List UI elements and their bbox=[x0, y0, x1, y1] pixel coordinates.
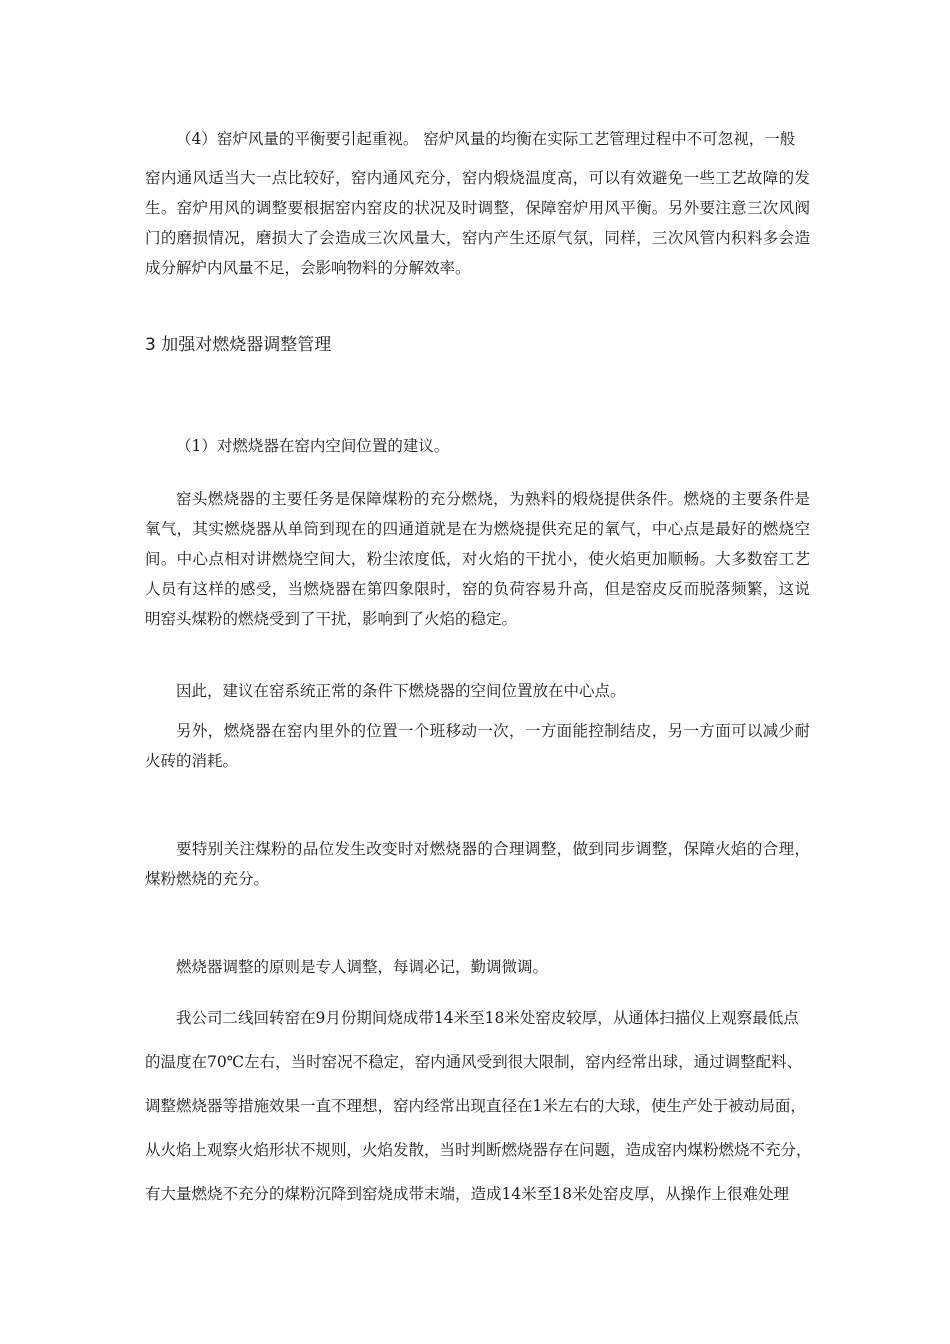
paragraph-coal-grade-change: 要特别关注煤粉的品位发生改变时对燃烧器的合理调整，做到同步调整，保障火焰的合理，煤粉燃烧的充分。 bbox=[145, 840, 810, 888]
paragraph-kiln-air-balance: 窑内通风适当大一点比较好，窑内通风充分，窑内煅烧温度高，可以有效避免一些工艺故障的发生。窑炉用风的调整要根据窑内窑皮的状况及时调整，保障窑炉用风平衡。另外要注意三次风阀门的磨损情况，磨损大了会造成三次风量大，窑内产生还原气氛，同样，三次风管内积料多会造成分解炉内风量不足，会影响物料的分解效率。 bbox=[145, 169, 810, 277]
paragraph-kiln-air-balance-first-line: （4）窑炉风量的平衡要引起重视。 窑炉风量的均衡在实际工艺管理过程中不可忽视，一般 bbox=[176, 130, 796, 148]
case-study-line: 我公司二线回转窑在9月份期间烧成带14米至18米处窑皮较厚，从通体扫描仪上观察最低点 bbox=[176, 1009, 799, 1027]
section-heading-burner-adjustment: 3 加强对燃烧器调整管理 bbox=[145, 335, 332, 355]
paragraph-burner-position-suggestion: （1）对燃烧器在窑内空间位置的建议。 bbox=[176, 437, 450, 455]
case-study-line: 有大量燃烧不充分的煤粉沉降到窑烧成带末端，造成14米至18米处窑皮厚，从操作上很难处理 bbox=[145, 1185, 789, 1203]
case-study-line: 调整燃烧器等措施效果一直不理想，窑内经常出现直径在1米左右的大球，使生产处于被动局面， bbox=[145, 1097, 806, 1115]
case-study-line: 从火焰上观察火焰形状不规则，火焰发散，当时判断燃烧器存在问题，造成窑内煤粉燃烧不充分， bbox=[145, 1141, 812, 1159]
paragraph-burner-main-task: 窑头燃烧器的主要任务是保障煤粉的充分燃烧，为熟料的煅烧提供条件。燃烧的主要条件是氧气，其实燃烧器从单筒到现在的四通道就是在为燃烧提供充足的氧气，中心点是最好的燃烧空间。中心点相对讲燃烧空间大，粉尘浓度低，对火焰的干扰小，使火焰更加顺畅。大多数窑工艺人员有这样的感受，当燃烧器在第四象限时，窑的负荷容易升高，但是窑皮反而脱落频繁，这说明窑头煤粉的燃烧受到了干扰，影响到了火焰的稳定。 bbox=[145, 490, 810, 628]
case-study-line: 的温度在70℃左右，当时窑况不稳定，窑内通风受到很大限制，窑内经常出球，通过调整配料、 bbox=[145, 1053, 803, 1071]
paragraph-burner-movement: 另外，燃烧器在窑内里外的位置一个班移动一次，一方面能控制结皮，另一方面可以减少耐火砖的消耗。 bbox=[145, 722, 810, 770]
paragraph-adjustment-principle: 燃烧器调整的原则是专人调整，每调必记，勤调微调。 bbox=[176, 958, 549, 976]
paragraph-case-study bbox=[145, 996, 810, 1216]
paragraph-center-point-recommendation: 因此，建议在窑系统正常的条件下燃烧器的空间位置放在中心点。 bbox=[176, 682, 626, 700]
